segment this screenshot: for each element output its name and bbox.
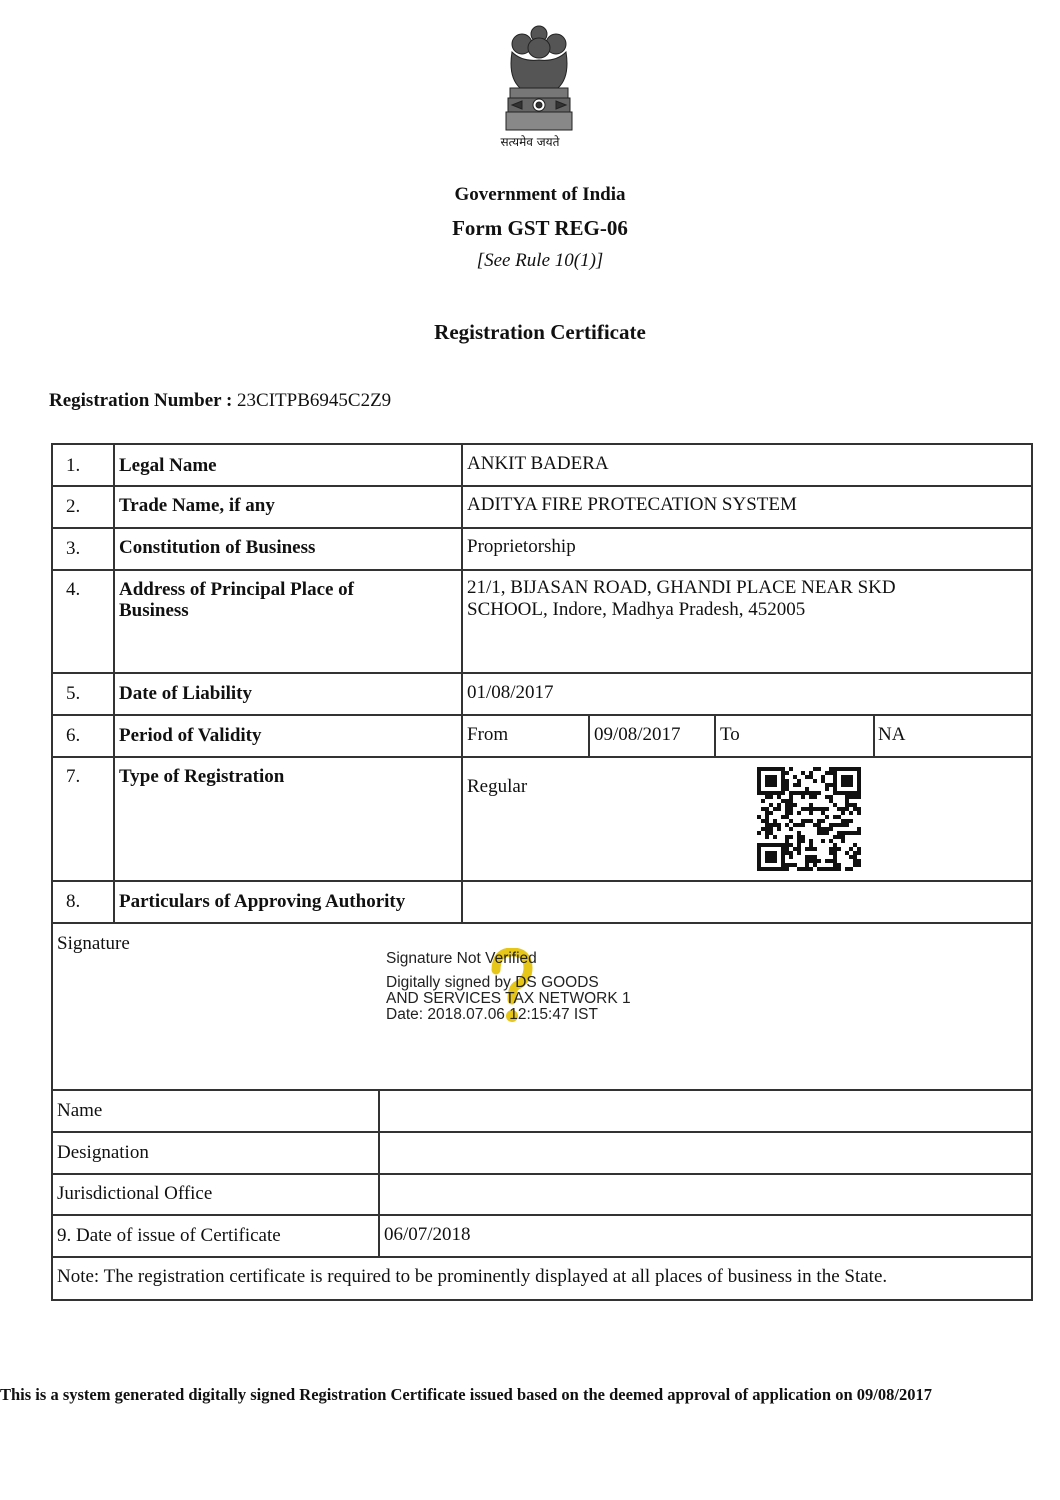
registration-number-label: Registration Number : [49, 390, 233, 411]
validity-to-value: NA [878, 724, 906, 745]
digital-signature-block [386, 951, 631, 1023]
period-of-validity-label: Period of Validity [119, 725, 262, 746]
row-1-number: 1. [66, 455, 81, 476]
signature-label: Signature [57, 933, 130, 954]
name-label: Name [57, 1100, 103, 1121]
date-of-issue-label: 9. Date of issue of Certificate [57, 1225, 281, 1246]
trade-name-value: ADITYA FIRE PROTECATION SYSTEM [467, 494, 797, 515]
trade-name-label: Trade Name, if any [119, 495, 275, 516]
row-8-number: 8. [66, 891, 81, 912]
validity-to-label: To [720, 724, 740, 745]
rule-reference: [See Rule 10(1)] [476, 250, 604, 271]
qr-code-icon [757, 767, 861, 871]
date-of-liability-value: 01/08/2017 [467, 682, 554, 703]
legal-name-label: Legal Name [119, 455, 217, 476]
legal-name-value: ANKIT BADERA [467, 453, 609, 474]
display-note: Note: The registration certificate is required to be prominently displayed at all places of business in the State. [57, 1266, 888, 1287]
registration-number-value: 23CITPB6945C2Z9 [237, 390, 392, 411]
signature-date: Date: 2018.07.06 12:15:47 IST [386, 1006, 598, 1023]
form-title: Form GST REG-06 [452, 216, 628, 240]
national-emblem-icon [498, 22, 580, 134]
address-label-line1: Address of Principal Place of [119, 579, 355, 600]
emblem-motto: सत्यमेव जयते [500, 135, 560, 149]
signature-status: Signature Not Verified [386, 950, 537, 967]
row-2-number: 2. [66, 496, 81, 517]
date-of-liability-label: Date of Liability [119, 683, 252, 704]
row-4-number: 4. [66, 579, 81, 600]
constitution-label: Constitution of Business [119, 537, 316, 558]
row-7-number: 7. [66, 766, 81, 787]
row-5-number: 5. [66, 683, 81, 704]
designation-label: Designation [57, 1142, 149, 1163]
type-of-registration-value: Regular [467, 776, 528, 797]
validity-from-label: From [467, 724, 509, 745]
address-value-line1: 21/1, BIJASAN ROAD, GHANDI PLACE NEAR SKD [467, 577, 896, 598]
validity-from-value: 09/08/2017 [594, 724, 681, 745]
date-of-issue-value: 06/07/2018 [384, 1224, 471, 1245]
signature-signer-line2: AND SERVICES TAX NETWORK 1 [386, 990, 631, 1007]
constitution-value: Proprietorship [467, 536, 576, 557]
row-6-number: 6. [66, 725, 81, 746]
certificate-title: Registration Certificate [434, 320, 646, 344]
row-3-number: 3. [66, 538, 81, 559]
approving-authority-label: Particulars of Approving Authority [119, 891, 406, 912]
jurisdictional-office-label: Jurisdictional Office [57, 1183, 213, 1204]
system-generated-footer: This is a system generated digitally signed Registration Certificate issued based on the deemed approval of application on 09/08/2017 [0, 1385, 932, 1404]
address-label-line2: Business [119, 600, 189, 621]
registration-number [49, 390, 391, 412]
address-value-line2: SCHOOL, Indore, Madhya Pradesh, 452005 [467, 599, 806, 620]
type-of-registration-label: Type of Registration [119, 766, 285, 787]
signature-signer-line1: Digitally signed by DS GOODS [386, 974, 599, 991]
government-heading: Government of India [454, 184, 626, 205]
